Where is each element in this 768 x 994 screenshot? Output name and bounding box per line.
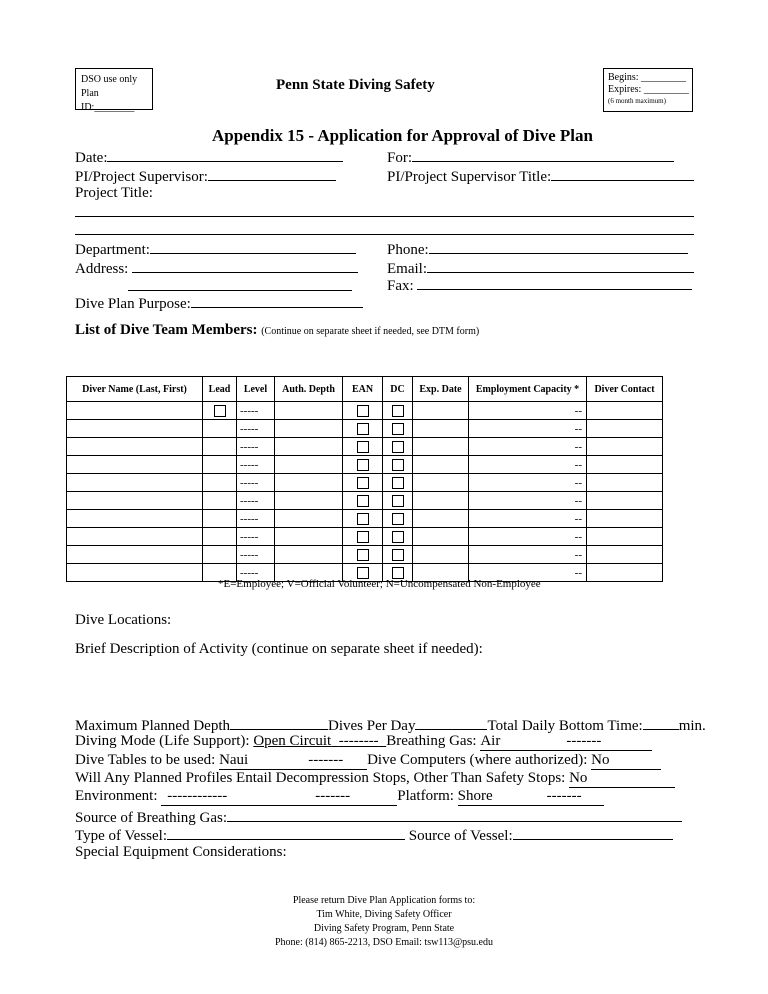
level-value: -----: [240, 404, 259, 417]
dive-tables-row: [75, 751, 661, 770]
dso-box: [75, 68, 153, 113]
capacity-value: --: [574, 476, 582, 489]
ean-checkbox[interactable]: [357, 549, 369, 561]
breathing-gas-value[interactable]: [480, 732, 652, 751]
dc-checkbox[interactable]: [392, 567, 404, 579]
email-label: Email:: [387, 261, 427, 277]
type-vessel-label: Type of Vessel:: [75, 828, 167, 844]
lead-cell: [203, 510, 237, 528]
auth-depth-cell[interactable]: [275, 438, 343, 456]
diving-mode-dashes: [331, 733, 386, 749]
dive-tables-value[interactable]: [219, 751, 367, 770]
diving-mode-row: [75, 732, 652, 751]
col-lead: Lead: [203, 377, 237, 402]
diver-contact-cell[interactable]: [587, 420, 663, 438]
level-cell[interactable]: [237, 456, 275, 474]
exp-date-cell[interactable]: [413, 402, 469, 420]
auth-depth-cell[interactable]: [275, 546, 343, 564]
plan-id-field[interactable]: Plan ID:________: [81, 88, 135, 113]
diver-contact-cell[interactable]: [587, 528, 663, 546]
address-row: [75, 257, 358, 278]
dives-per-day-input[interactable]: [415, 714, 487, 730]
level-cell[interactable]: [237, 546, 275, 564]
capacity-value: --: [574, 566, 582, 579]
capacity-cell[interactable]: [469, 474, 587, 492]
diver-name-cell[interactable]: [67, 528, 203, 546]
dc-checkbox[interactable]: [392, 495, 404, 507]
diver-contact-cell[interactable]: [587, 402, 663, 420]
capacity-cell[interactable]: [469, 420, 587, 438]
dashes-d: -------: [315, 788, 351, 804]
dives-per-day-label: Dives Per Day: [327, 718, 416, 734]
dive-locations-label: Dive Locations:: [75, 612, 172, 628]
level-value: -----: [240, 440, 259, 453]
source-gas-input[interactable]: [227, 806, 682, 822]
diver-contact-cell[interactable]: [587, 564, 663, 582]
dc-cell: [383, 402, 413, 420]
bottom-time-label: Total Daily Bottom Time:: [487, 718, 643, 734]
ean-cell: [343, 438, 383, 456]
dc-checkbox[interactable]: [392, 423, 404, 435]
date-input[interactable]: [107, 146, 343, 162]
col-diver-contact: Diver Contact: [587, 377, 663, 402]
exp-date-cell[interactable]: [413, 456, 469, 474]
ean-checkbox[interactable]: [357, 531, 369, 543]
page-header-title: Penn State Diving Safety: [276, 77, 435, 93]
exp-date-cell[interactable]: [413, 438, 469, 456]
dso-use-only-label: DSO use only: [81, 74, 138, 85]
diver-name-cell[interactable]: [67, 438, 203, 456]
phone-input[interactable]: [429, 238, 688, 254]
appendix-title: Appendix 15 - Application for Approval of Dive Plan: [212, 126, 593, 145]
auth-depth-cell[interactable]: [275, 510, 343, 528]
level-cell[interactable]: [237, 510, 275, 528]
dc-cell: [383, 528, 413, 546]
lead-cell: [203, 546, 237, 564]
capacity-value: --: [574, 458, 582, 471]
footer: [0, 894, 768, 950]
level-value: -----: [240, 512, 259, 525]
diver-name-cell[interactable]: [67, 402, 203, 420]
table-row: [67, 402, 663, 420]
platform-value[interactable]: [458, 787, 604, 806]
capacity-cell[interactable]: [469, 546, 587, 564]
dc-checkbox[interactable]: [392, 441, 404, 453]
ean-cell: [343, 492, 383, 510]
auth-depth-cell[interactable]: [275, 474, 343, 492]
project-title-line-2[interactable]: [75, 234, 694, 235]
max-depth-input[interactable]: [230, 714, 328, 730]
min-label: min.: [678, 718, 706, 734]
table-row: [67, 456, 663, 474]
table-row: [67, 438, 663, 456]
dc-cell: [383, 510, 413, 528]
col-auth-depth: Auth. Depth: [275, 377, 343, 402]
level-value: -----: [240, 548, 259, 561]
dc-cell: [383, 492, 413, 510]
dashes-b: -------: [566, 733, 602, 749]
for-row: [387, 146, 674, 167]
project-title-line-1[interactable]: [75, 216, 694, 217]
pi-row: [75, 165, 336, 186]
environment-label: Environment:: [75, 788, 158, 804]
level-cell[interactable]: [237, 420, 275, 438]
six-month-note: (6 month maximum): [608, 97, 666, 105]
table-row: [67, 492, 663, 510]
ean-cell: [343, 456, 383, 474]
ean-cell: [343, 420, 383, 438]
ean-checkbox[interactable]: [357, 567, 369, 579]
diver-name-cell[interactable]: [67, 492, 203, 510]
decompression-text: No: [569, 770, 588, 786]
footer-line-2: Tim White, Diving Safety Officer: [316, 909, 452, 920]
department-input[interactable]: [150, 238, 356, 254]
level-cell[interactable]: [237, 492, 275, 510]
level-cell[interactable]: [237, 402, 275, 420]
capacity-value: --: [574, 440, 582, 453]
capacity-cell[interactable]: [469, 510, 587, 528]
col-dc: DC: [383, 377, 413, 402]
team-heading-row: [75, 322, 479, 339]
environment-row: [75, 787, 604, 806]
capacity-cell[interactable]: [469, 402, 587, 420]
pi-title-row: [387, 165, 694, 186]
dive-tables-label: Dive Tables to be used:: [75, 752, 216, 768]
fax-label: Fax:: [387, 278, 414, 294]
dc-checkbox[interactable]: [392, 477, 404, 489]
address-input[interactable]: [132, 257, 358, 273]
ean-checkbox[interactable]: [357, 441, 369, 453]
dc-cell: [383, 546, 413, 564]
table-header-row: [67, 377, 663, 402]
begins-field[interactable]: Begins: _________: [608, 72, 687, 83]
diver-contact-cell[interactable]: [587, 510, 663, 528]
ean-cell: [343, 474, 383, 492]
diver-contact-cell[interactable]: [587, 492, 663, 510]
dc-checkbox[interactable]: [392, 531, 404, 543]
footer-line-1: Please return Dive Plan Application forms to:: [292, 895, 476, 906]
table-row: [67, 474, 663, 492]
purpose-input[interactable]: [191, 292, 363, 308]
diver-name-cell[interactable]: [67, 564, 203, 582]
diver-name-cell[interactable]: [67, 510, 203, 528]
ean-checkbox[interactable]: [357, 477, 369, 489]
auth-depth-cell[interactable]: [275, 528, 343, 546]
level-cell[interactable]: [237, 474, 275, 492]
team-footnote: *E=Employee; V=Official Volunteer; N=Uncompensated Non-Employee: [218, 578, 541, 590]
lead-cell: [203, 438, 237, 456]
col-ean: EAN: [343, 377, 383, 402]
pi-title-label: PI/Project Supervisor Title:: [387, 169, 552, 185]
level-cell[interactable]: [237, 528, 275, 546]
diver-contact-cell[interactable]: [587, 474, 663, 492]
exp-date-cell[interactable]: [413, 510, 469, 528]
pi-label: PI/Project Supervisor:: [75, 169, 208, 185]
exp-date-cell[interactable]: [413, 420, 469, 438]
table-row: [67, 510, 663, 528]
purpose-label: Dive Plan Purpose:: [75, 296, 191, 312]
date-row: [75, 146, 343, 167]
capacity-value: --: [574, 512, 582, 525]
capacity-cell[interactable]: [469, 492, 587, 510]
lead-cell: [203, 492, 237, 510]
environment-value[interactable]: [161, 787, 397, 806]
ean-checkbox[interactable]: [357, 495, 369, 507]
decompression-value[interactable]: [569, 769, 675, 788]
exp-date-cell[interactable]: [413, 474, 469, 492]
ean-cell: [343, 510, 383, 528]
level-cell[interactable]: [237, 438, 275, 456]
ean-checkbox[interactable]: [357, 513, 369, 525]
diver-contact-cell[interactable]: [587, 546, 663, 564]
ean-checkbox[interactable]: [357, 405, 369, 417]
vessel-row: [75, 824, 673, 845]
capacity-cell[interactable]: [469, 456, 587, 474]
capacity-value: --: [574, 548, 582, 561]
dive-computers-text: No: [591, 752, 610, 768]
dc-cell: [383, 420, 413, 438]
level-value: -----: [240, 566, 259, 579]
lead-cell: [203, 420, 237, 438]
platform-text: Shore: [457, 788, 493, 804]
dashes-e: -------: [546, 788, 582, 804]
col-exp-date: Exp. Date: [413, 377, 469, 402]
table-row: [67, 528, 663, 546]
dc-cell: [383, 474, 413, 492]
exp-date-cell[interactable]: [413, 492, 469, 510]
lead-cell: [203, 402, 237, 420]
pi-input[interactable]: [208, 165, 336, 181]
diving-mode-value[interactable]: Open Circuit: [253, 733, 332, 749]
dive-computers-value[interactable]: [591, 751, 661, 770]
purpose-row: [75, 292, 363, 313]
table-row: [67, 546, 663, 564]
col-diver-name: Diver Name (Last, First): [67, 377, 203, 402]
dc-checkbox[interactable]: [392, 513, 404, 525]
lead-cell: [203, 474, 237, 492]
decompression-row: [75, 769, 675, 788]
level-value: -----: [240, 458, 259, 471]
dc-cell: [383, 438, 413, 456]
lead-cell: [203, 456, 237, 474]
diver-name-cell[interactable]: [67, 420, 203, 438]
dive-computers-label: Dive Computers (where authorized):: [367, 752, 588, 768]
footer-line-4: Phone: (814) 865-2213, DSO Email: tsw113@psu.edu: [275, 937, 493, 948]
capacity-value: --: [574, 494, 582, 507]
auth-depth-cell[interactable]: [275, 420, 343, 438]
project-title-label: Project Title:: [75, 185, 153, 201]
exp-date-cell[interactable]: [413, 528, 469, 546]
phone-label: Phone:: [387, 242, 429, 258]
lead-checkbox[interactable]: [214, 405, 226, 417]
phone-row: [387, 238, 688, 259]
dashes-a: --------: [338, 733, 379, 749]
dc-checkbox[interactable]: [392, 459, 404, 471]
department-row: [75, 238, 356, 259]
ean-cell: [343, 402, 383, 420]
address-label: Address:: [75, 261, 129, 277]
diver-contact-cell[interactable]: [587, 456, 663, 474]
team-heading: List of Dive Team Members:: [75, 322, 258, 338]
bottom-time-input[interactable]: [643, 714, 679, 730]
team-note: (Continue on separate sheet if needed, see DTM form): [261, 326, 480, 337]
date-label: Date:: [75, 150, 108, 166]
source-vessel-label: Source of Vessel:: [408, 828, 513, 844]
email-input[interactable]: [427, 257, 694, 273]
special-equipment-label: Special Equipment Considerations:: [75, 844, 287, 860]
auth-depth-cell[interactable]: [275, 492, 343, 510]
pi-title-input[interactable]: [551, 165, 694, 181]
fax-input[interactable]: [417, 274, 692, 290]
level-value: -----: [240, 530, 259, 543]
for-label: For:: [387, 150, 413, 166]
ean-cell: [343, 528, 383, 546]
source-gas-label: Source of Breathing Gas:: [75, 810, 228, 826]
type-vessel-input[interactable]: [167, 824, 405, 840]
level-value: -----: [240, 422, 259, 435]
table-row: [67, 420, 663, 438]
dc-checkbox[interactable]: [392, 549, 404, 561]
max-depth-label: Maximum Planned Depth: [75, 718, 230, 734]
source-vessel-input[interactable]: [513, 824, 673, 840]
capacity-cell[interactable]: [469, 528, 587, 546]
for-input[interactable]: [412, 146, 674, 162]
brief-description-label: Brief Description of Activity (continue on separate sheet if needed):: [75, 641, 483, 657]
diver-name-cell[interactable]: [67, 474, 203, 492]
dc-checkbox[interactable]: [392, 405, 404, 417]
capacity-value: --: [574, 404, 582, 417]
diving-mode-label: Diving Mode (Life Support):: [75, 733, 250, 749]
dive-team-table: [66, 376, 663, 582]
address-line-2[interactable]: [128, 290, 352, 291]
department-label: Department:: [75, 242, 150, 258]
fax-row: [387, 274, 692, 295]
level-value: -----: [240, 494, 259, 507]
environment-text: ------------: [167, 788, 228, 804]
capacity-value: --: [574, 422, 582, 435]
auth-depth-cell[interactable]: [275, 402, 343, 420]
expires-field[interactable]: Expires: _________: [608, 84, 689, 95]
col-level: Level: [237, 377, 275, 402]
decompression-label: Will Any Planned Profiles Entail Decompression Stops, Other Than Safety Stops:: [75, 770, 566, 786]
breathing-gas-text: Air: [480, 733, 501, 749]
diver-contact-cell[interactable]: [587, 438, 663, 456]
col-employment-capacity: Employment Capacity *: [469, 377, 587, 402]
ean-cell: [343, 546, 383, 564]
dive-tables-text: Naui: [219, 752, 249, 768]
exp-date-cell[interactable]: [413, 546, 469, 564]
lead-cell: [203, 528, 237, 546]
capacity-cell[interactable]: [469, 438, 587, 456]
dc-cell: [383, 456, 413, 474]
platform-label: Platform:: [397, 788, 454, 804]
capacity-value: --: [574, 530, 582, 543]
auth-depth-cell[interactable]: [275, 456, 343, 474]
ean-checkbox[interactable]: [357, 459, 369, 471]
ean-checkbox[interactable]: [357, 423, 369, 435]
dashes-c: -------: [308, 752, 344, 768]
breathing-gas-label: Breathing Gas:: [386, 733, 477, 749]
diver-name-cell[interactable]: [67, 456, 203, 474]
date-box: [603, 68, 693, 112]
level-value: -----: [240, 476, 259, 489]
diver-name-cell[interactable]: [67, 546, 203, 564]
footer-line-3: Diving Safety Program, Penn State: [313, 923, 455, 934]
